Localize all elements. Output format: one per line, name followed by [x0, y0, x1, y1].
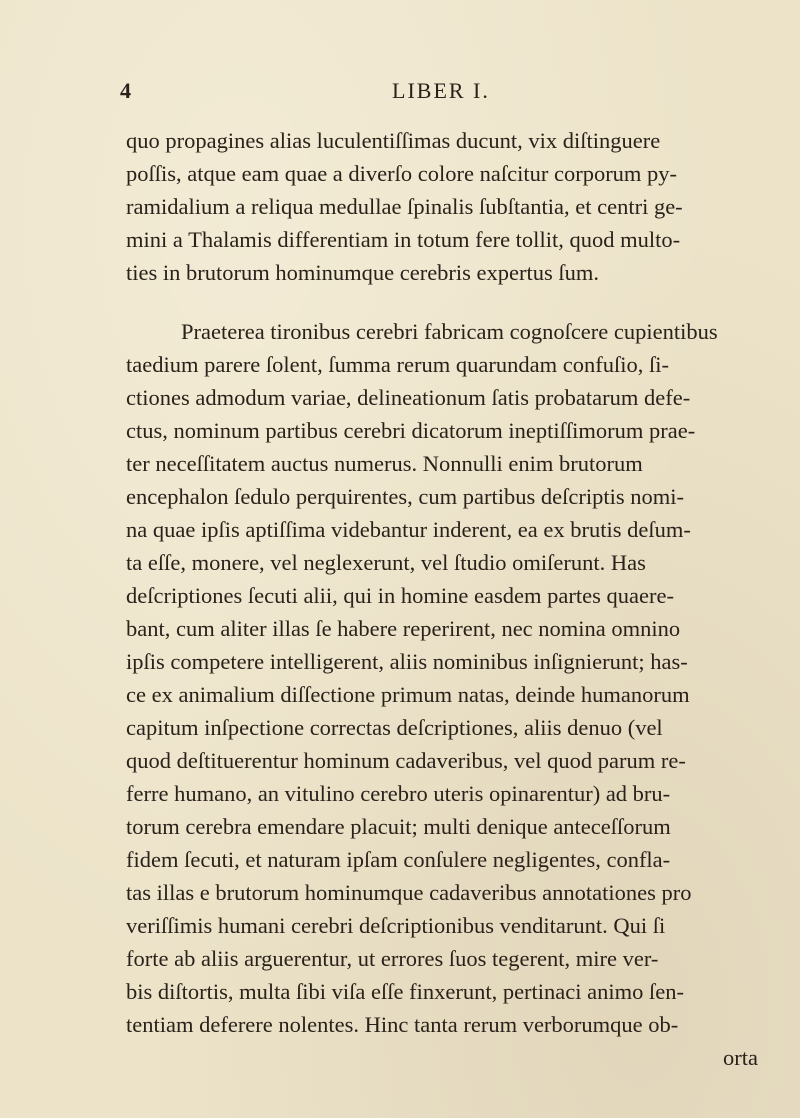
- text-line: ctiones admodum variae, delineationum ſatis probatarum defe-: [126, 385, 691, 410]
- text-line: taedium parere ſolent, ſumma rerum quarundam confuſio, ſi-: [126, 352, 669, 377]
- text-line: Praeterea tironibus cerebri fabricam cognoſcere cupientibus: [181, 319, 718, 344]
- text-line: ties in brutorum hominumque cerebris expertus ſum.: [126, 260, 600, 285]
- text-line: capitum inſpectione correctas deſcriptiones, aliis denuo (vel: [126, 715, 663, 740]
- paragraph-gap: [126, 289, 786, 315]
- text-line: ipſis competere intelligerent, aliis nominibus inſignierunt; has-: [126, 649, 688, 674]
- text-line: deſcriptiones ſecuti alii, qui in homine easdem partes quaere-: [126, 583, 674, 608]
- text-line: ter neceſſitatem auctus numerus. Nonnulli enim brutorum: [126, 451, 643, 476]
- text-line: veriſſimis humani cerebri deſcriptionibus venditarunt. Qui ſi: [126, 913, 666, 938]
- text-line: tentiam deferere nolentes. Hinc tanta rerum verborumque ob-: [126, 1012, 679, 1037]
- text-line: poſſis, atque eam quae a diverſo colore naſcitur corporum py-: [126, 161, 678, 186]
- text-line: mini a Thalamis differentiam in totum fere tollit, quod multo-: [126, 227, 681, 252]
- text-line: quod deſtituerentur hominum cadaveribus, vel quod parum re-: [126, 748, 686, 773]
- running-title: LIBER I.: [392, 78, 490, 103]
- text-line: quo propagines alias luculentiſſimas ducunt, vix diſtinguere: [126, 128, 661, 153]
- body-text: [126, 124, 786, 1074]
- text-line: ramidalium a reliqua medullae ſpinalis ſubſtantia, et centri ge-: [126, 194, 683, 219]
- text-line: na quae ipſis aptiſſima videbantur inderent, ea ex brutis deſum-: [126, 517, 691, 542]
- text-line: ctus, nominum partibus cerebri dicatorum ineptiſſimorum prae-: [126, 418, 696, 443]
- text-line: encephalon ſedulo perquirentes, cum partibus deſcriptis nomi-: [126, 484, 684, 509]
- text-line: bant, cum aliter illas ſe habere reperirent, nec nomina omnino: [126, 616, 681, 641]
- text-line: forte ab aliis arguerentur, ut errores ſuos tegerent, mire ver-: [126, 946, 659, 971]
- text-line: torum cerebra emendare placuit; multi denique anteceſſorum: [126, 814, 671, 839]
- running-head: [0, 78, 800, 108]
- text-line: ferre humano, an vitulino cerebro uteris opinarentur) ad bru-: [126, 781, 671, 806]
- text-line: tas illas e brutorum hominumque cadaveribus annotationes pro: [126, 880, 692, 905]
- text-line: ce ex animalium diſſectione primum natas, deinde humanorum: [126, 682, 690, 707]
- catchword: orta: [723, 1045, 758, 1070]
- text-line: ta eſſe, monere, vel neglexerunt, vel ſtudio omiſerunt. Has: [126, 550, 646, 575]
- page-number: 4: [120, 78, 131, 103]
- text-line: bis diſtortis, multa ſibi viſa eſſe finxerunt, pertinaci animo ſen-: [126, 979, 684, 1004]
- text-line: fidem ſecuti, et naturam ipſam conſulere negligentes, confla-: [126, 847, 671, 872]
